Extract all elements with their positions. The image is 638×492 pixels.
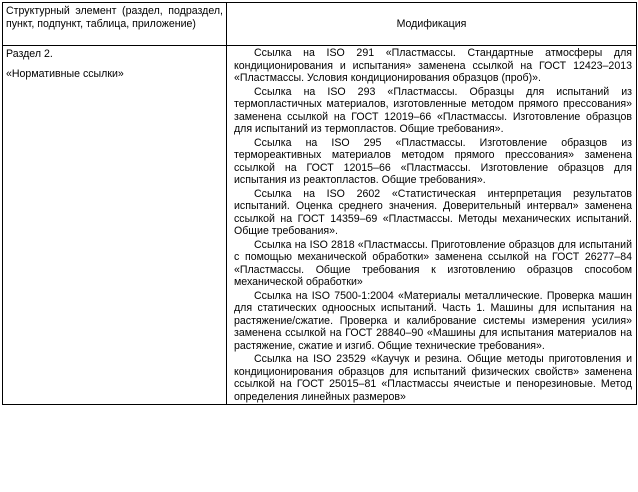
modifications-table: [2, 2, 637, 405]
modification-paragraph: Ссылка на ISO 7500-1:2004 «Материалы металлические. Проверка машин для статических одноосных испытаний. Часть 1. Машины для испытания на растяжение/сжатие. Проверка и калибрование системы измерения усилия» заменена ссылкой на ГОСТ 28840–90 «Машины для испытания материалов на растяжение, сжатие и изгиб. Общие технические требования».: [234, 289, 632, 352]
modification-paragraph: Ссылка на ISO 293 «Пластмассы. Образцы для испытаний из термопластичных материалов, изготовленные методом прямого прессования» заменена ссылкой на ГОСТ 12019–66 «Пластмассы. Изготовление образцов для испытаний из термопластов. Общие требования».: [234, 85, 632, 135]
section-number: Раздел 2.: [6, 48, 53, 60]
modification-cell: [227, 46, 637, 405]
section-title: «Нормативные ссылки»: [6, 67, 124, 80]
modification-paragraph: Ссылка на ISO 295 «Пластмассы. Изготовление образцов из термореактивных материалов методом прямого прессования» заменена ссылкой на ГОСТ 12015–66 «Пластмассы. Изготовление образцов для испытания из реактопластов. Общие требования».: [234, 136, 632, 186]
modification-paragraph: Ссылка на ISO 23529 «Каучук и резина. Общие методы приготовления и кондиционирования образцов для испытаний физических свойств» заменена ссылкой на ГОСТ 25015–81 «Пластмассы ячеистые и пенорезиновые. Метод определения линейных размеров»: [234, 353, 632, 403]
modification-paragraph: Ссылка на ISO 2818 «Пластмассы. Приготовление образцов для испытаний с помощью механической обработки» заменена ссылкой на ГОСТ 26277–84 «Пластмассы. Общие требования к изготовлению образцов способом механической обработки»: [234, 238, 632, 288]
column-header-modification: Модификация: [227, 3, 637, 46]
table-header-row: [3, 3, 637, 46]
modification-paragraph: Ссылка на ISO 291 «Пластмассы. Стандартные атмосферы для кондиционирования и испытания» заменена ссылкой на ГОСТ 12423–2013 «Пластмассы. Условия кондиционирования образцов (проб)».: [234, 47, 632, 84]
structural-element-cell: [3, 46, 227, 405]
modification-paragraph: Ссылка на ISO 2602 «Статистическая интерпретация результатов испытаний. Оценка среднего значения. Доверительный интервал» заменена ссылкой на ГОСТ 14359–69 «Пластмассы. Методы механических испытаний. Общие требования».: [234, 187, 632, 237]
table-row: [3, 46, 637, 405]
column-header-structural-element: Структурный элемент (раздел, подраздел, пункт, подпункт, таблица, приложение): [3, 3, 227, 46]
